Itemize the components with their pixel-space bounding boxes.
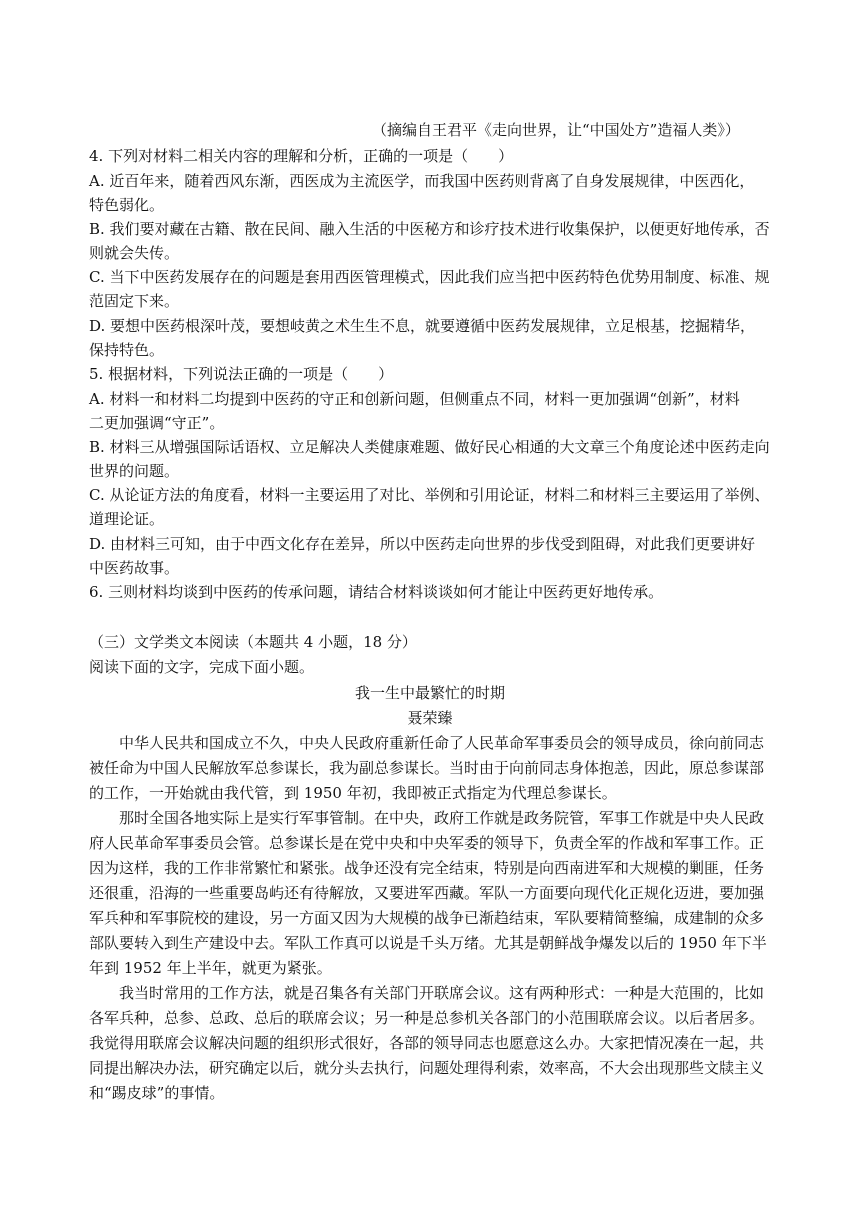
- reading-instruction: 阅读下面的文字，完成下面小题。: [89, 658, 315, 676]
- article-author: 聂荣臻: [407, 709, 453, 727]
- q4-option-b-line1: B. 我们要对藏在古籍、散在民间、融入生活的中医秘方和诊疗技术进行收集保护，以便更好地传承，否: [89, 220, 770, 238]
- para1-line: 中华人民共和国成立不久，中央人民政府重新任命了人民革命军事委员会的领导成员，徐向前同志: [119, 734, 765, 752]
- para2-line: 年到 1952 年上半年，就更为紧张。: [89, 959, 332, 977]
- q5-option-d-line2: 中医药故事。: [89, 559, 180, 577]
- q4-option-c-line1: C. 当下中医药发展存在的问题是套用西医管理模式，因此我们应当把中医药特色优势用制度、标准、规: [89, 268, 770, 286]
- q4-option-a-line1: A. 近百年来，随着西风东渐，西医成为主流医学，而我国中医药则背离了自身发展规律，中医西化，: [89, 172, 755, 190]
- para3-line: 和“踢皮球”的事情。: [89, 1084, 225, 1102]
- q4-option-b-line2: 则就会失传。: [89, 244, 180, 262]
- q4-option-a-line2: 特色弱化。: [89, 196, 165, 214]
- para2-line: 府人民革命军事委员会管。总参谋长是在党中央和中央军委的领导下，负责全军的作战和军事工作。正: [89, 834, 765, 852]
- para2-line: 部队要转入到生产建设中去。军队工作真可以说是千头万绪。尤其是朝鲜战争爆发以后的 1950 年下半: [89, 934, 767, 952]
- question-6: 6. 三则材料均谈到中医药的传承问题，请结合材料谈谈如何才能让中医药更好地传承。: [89, 583, 664, 601]
- para2-line: 军兵种和军事院校的建设，另一方面又因为大规模的战争已渐趋结束，军队要精简整编，成建制的众多: [89, 909, 765, 927]
- q4-option-d-line2: 保持特色。: [89, 341, 165, 359]
- question-5-stem: 5. 根据材料，下列说法正确的一项是（ ）: [89, 365, 394, 383]
- q5-option-c-line1: C. 从论证方法的角度看，材料一主要运用了对比、举例和引用论证，材料二和材料三主要运用了举例、: [89, 486, 770, 504]
- q5-option-c-line2: 道理论证。: [89, 510, 165, 528]
- article-title: 我一生中最繁忙的时期: [354, 684, 505, 702]
- para3-line: 我觉得用联席会议解决问题的组织形式很好，各部的领导同志也愿意这么办。大家把情况凑在一起，共: [89, 1034, 765, 1052]
- q4-option-d-line1: D. 要想中医药根深叶茂，要想岐黄之术生生不息，就要遵循中医药发展规律，立足根基，挖掘精华，: [89, 317, 756, 335]
- q5-option-a-line1: A. 材料一和材料二均提到中医药的守正和创新问题，但侧重点不同，材料一更加强调“创新”，材料: [89, 390, 740, 408]
- q5-option-b-line1: B. 材料三从增强国际话语权、立足解决人类健康难题、做好民心相通的大文章三个角度论述中医药走向: [89, 438, 770, 456]
- q5-option-d-line1: D. 由材料三可知，由于中西文化存在差异，所以中医药走向世界的步伐受到阻碍，对此我们更要讲好: [89, 535, 756, 553]
- q5-option-b-line2: 世界的问题。: [89, 462, 180, 480]
- para2-line: 那时全国各地实际上是实行军事管制。在中央，政府工作就是政务院管，军事工作就是中央人民政: [119, 809, 765, 827]
- para3-line: 各军兵种，总参、总政、总后的联席会议；另一种是总参机关各部门的小范围联席会议。以后者居多。: [89, 1009, 765, 1027]
- question-4-stem: 4. 下列对材料二相关内容的理解和分析，正确的一项是（ ）: [89, 147, 514, 165]
- para3-line: 我当时常用的工作方法，就是召集各有关部门开联席会议。这有两种形式：一种是大范围的，比如: [119, 984, 765, 1002]
- para1-line: 被任命为中国人民解放军总参谋长，我为副总参谋长。当时由于向前同志身体抱恙，因此，原总参谋部: [89, 759, 765, 777]
- para2-line: 还很重，沿海的一些重要岛屿还有待解放，又要进军西藏。军队一方面要向现代化正规化迈进，要加强: [89, 884, 765, 902]
- q4-option-c-line2: 范固定下来。: [89, 292, 180, 310]
- para3-line: 同提出解决办法，研究确定以后，就分头去执行，问题处理得利索，效率高，不大会出现那些文牍主义: [89, 1059, 765, 1077]
- source-note: （摘编自王君平《走向世界，让“中国处方”造福人类》）: [372, 121, 740, 139]
- para1-line: 的工作，一开始就由我代管，到 1950 年初，我即被正式指定为代理总参谋长。: [89, 784, 617, 802]
- q5-option-a-line2: 二更加强调“守正”。: [89, 414, 225, 432]
- section-heading: （三）文学类文本阅读（本题共 4 小题，18 分）: [89, 633, 417, 651]
- para2-line: 因为这样，我的工作非常繁忙和紧张。战争还没有完全结束，特别是向西南进军和大规模的剿匪，任务: [89, 859, 765, 877]
